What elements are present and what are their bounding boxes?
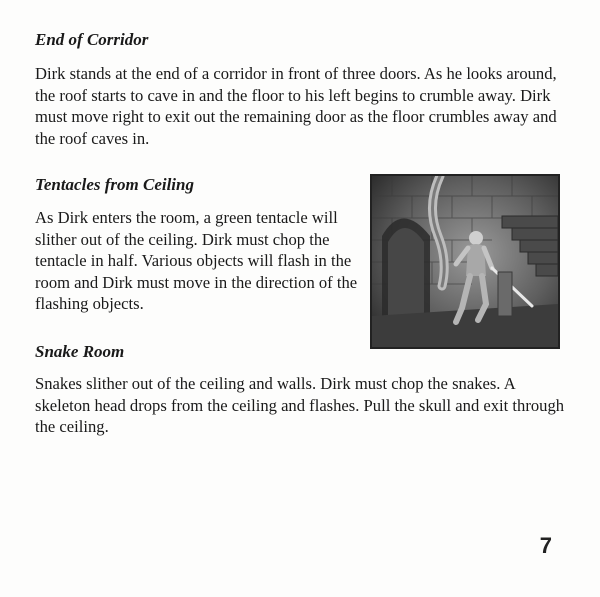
game-screenshot-illustration (370, 174, 560, 349)
section-heading-snake-room: Snake Room (35, 342, 125, 361)
page-number: 7 (539, 533, 552, 558)
section-heading-tentacles-from-ceiling: Tentacles from Ceiling (35, 175, 194, 194)
section-body-snake-room: Snakes slither out of the ceiling and walls. Dirk must chop the snakes. A skeleton head drops from the ceiling and flashes. Pull the skull and exit through the ceiling. (35, 374, 565, 436)
section-body-end-of-corridor: Dirk stands at the end of a corridor in front of three doors. As he looks around, the roof starts to cave in and the floor to his left begins to crumble away. Dirk must move right to exit out the remaining door as the floor crumbles away and the roof caves in. (35, 64, 557, 148)
dungeon-scene-image (372, 176, 558, 347)
section-heading-end-of-corridor: End of Corridor (35, 30, 149, 49)
section-body-tentacles-from-ceiling: As Dirk enters the room, a green tentacle will slither out of the ceiling. Dirk must chop the tentacle in half. Various objects will flash in the room and Dirk must move in the direction of the flashing objects. (35, 208, 358, 313)
